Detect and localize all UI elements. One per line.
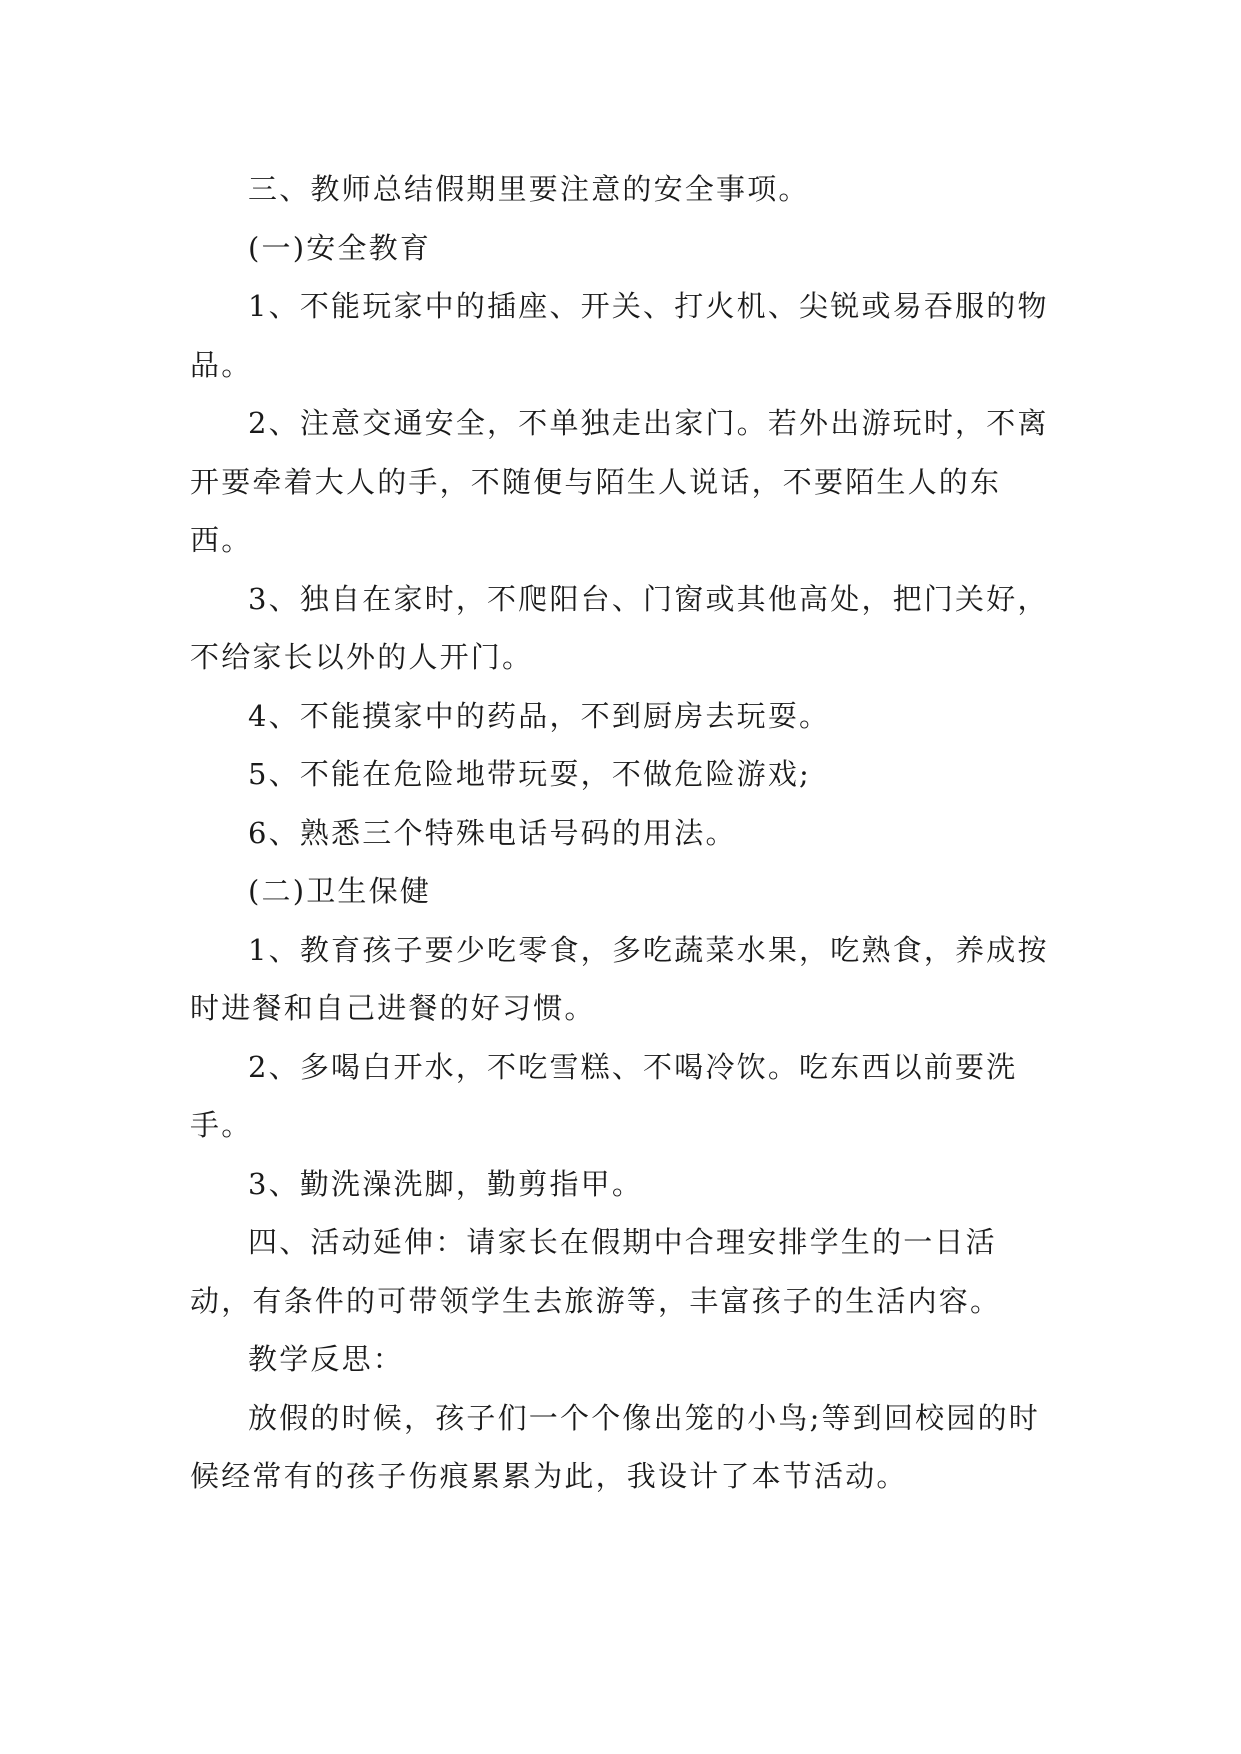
subsection-heading-hygiene: (二)卫生保健 [248, 874, 432, 908]
safety-item-6: 6、熟悉三个特殊电话号码的用法。 [248, 815, 737, 850]
safety-item-5: 5、不能在危险地带玩耍，不做危险游戏; [248, 757, 812, 791]
reflection-heading: 教学反思： [248, 1342, 405, 1376]
safety-item-3: 3、独自在家时，不爬阳台、门窗或其他高处，把门关好，不给家长以外的人开门。 [190, 581, 1049, 674]
subsection-heading-safety: (一)安全教育 [248, 230, 432, 265]
document-body [190, 160, 1050, 1506]
hygiene-item-3: 3、勤洗澡洗脚，勤剪指甲。 [248, 1166, 644, 1201]
safety-item-4: 4、不能摸家中的药品，不到厨房去玩耍。 [248, 698, 831, 733]
safety-item-1: 1、不能玩家中的插座、开关、打火机、尖锐或易吞服的物品。 [190, 289, 1049, 382]
section-heading-four: 四、活动延伸：请家长在假期中合理安排学生的一日活动，有条件的可带领学生去旅游等，丰富孩子的生活内容。 [190, 1225, 1002, 1318]
hygiene-item-2: 2、多喝白开水，不吃雪糕、不喝冷饮。吃东西以前要洗手。 [190, 1049, 1018, 1142]
reflection-text: 放假的时候，孩子们一个个像出笼的小鸟;等到回校园的时候经常有的孩子伤痕累累为此，我设计了本节活动。 [190, 1400, 1040, 1493]
safety-item-2: 2、注意交通安全，不单独走出家门。若外出游玩时，不离开要牵着大人的手，不随便与陌生人说话，不要陌生人的东西。 [190, 406, 1049, 557]
section-heading-three: 三、教师总结假期里要注意的安全事项。 [248, 172, 810, 206]
hygiene-item-1: 1、教育孩子要少吃零食，多吃蔬菜水果，吃熟食，养成按时进餐和自己进餐的好习惯。 [190, 932, 1049, 1025]
